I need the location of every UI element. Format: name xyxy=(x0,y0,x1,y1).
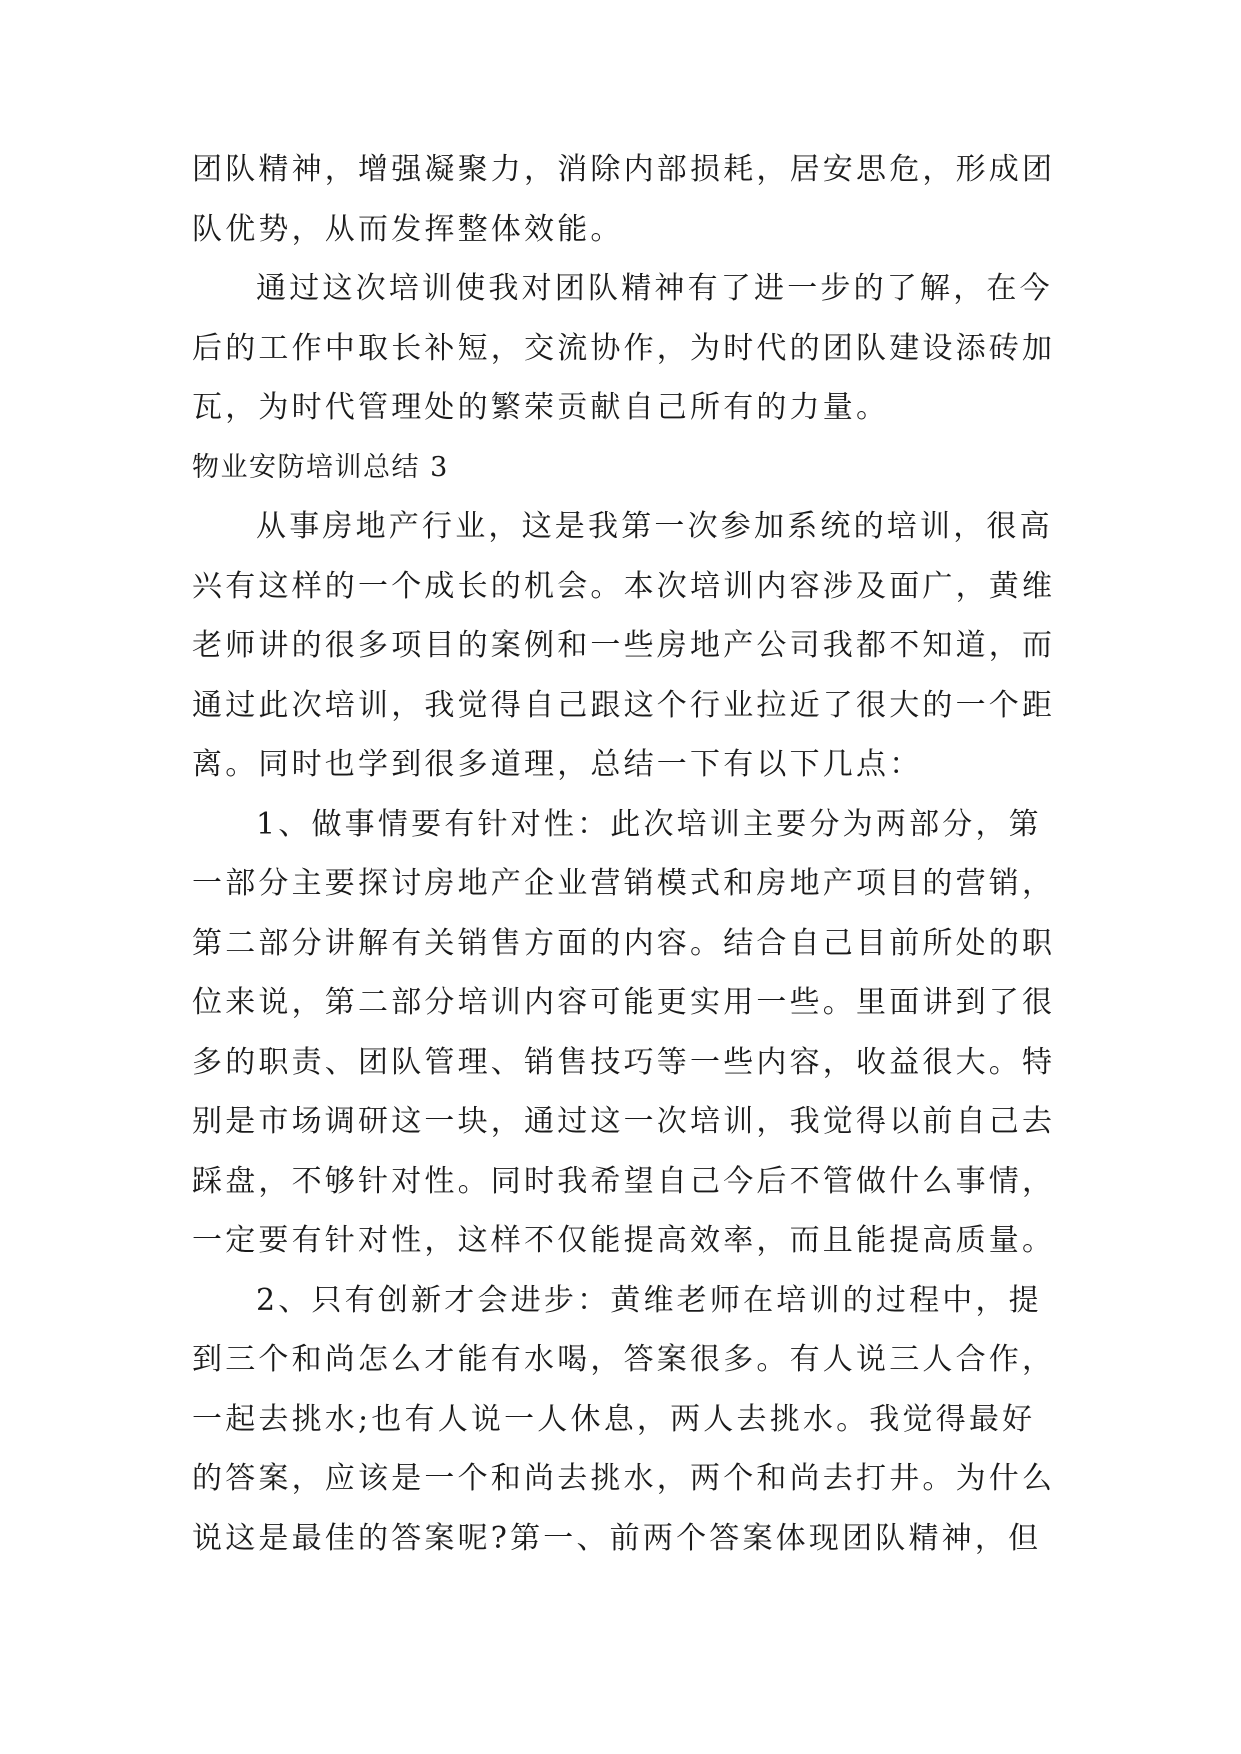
paragraph-line: 后的工作中取长补短，交流协作，为时代的团队建设添砖加 xyxy=(192,330,1056,366)
paragraph-line: 一起去挑水;也有人说一人休息，两人去挑水。我觉得最好 xyxy=(192,1401,1036,1437)
paragraph-line: 团队精神，增强凝聚力，消除内部损耗，居安思危，形成团 xyxy=(192,152,1056,187)
paragraph-line: 通过此次培训，我觉得自己跟这个行业拉近了很大的一个距 xyxy=(192,687,1056,723)
paragraph-line: 队优势，从而发挥整体效能。 xyxy=(192,211,624,247)
paragraph-line: 多的职责、团队管理、销售技巧等一些内容，收益很大。特 xyxy=(192,1044,1056,1080)
paragraph-line: 第二部分讲解有关销售方面的内容。结合自己目前所处的职 xyxy=(192,925,1056,961)
paragraph-line: 一部分主要探讨房地产企业营销模式和房地产项目的营销， xyxy=(192,866,1056,901)
paragraph-line: 瓦，为时代管理处的繁荣贡献自己所有的力量。 xyxy=(192,390,890,425)
paragraph-line: 说这是最佳的答案呢?第一、前两个答案体现团队精神，但 xyxy=(192,1520,1042,1556)
document-body xyxy=(192,140,1056,1568)
paragraph-line: 到三个和尚怎么才能有水喝，答案很多。有人说三人合作， xyxy=(192,1342,1056,1377)
paragraph-line: 兴有这样的一个成长的机会。本次培训内容涉及面广，黄维 xyxy=(192,568,1056,604)
paragraph-line: 别是市场调研这一块，通过这一次培训，我觉得以前自己去 xyxy=(192,1104,1056,1139)
paragraph-line: 位来说，第二部分培训内容可能更实用一些。里面讲到了很 xyxy=(192,985,1056,1020)
paragraph-line: 从事房地产行业，这是我第一次参加系统的培训，很高 xyxy=(256,509,1053,544)
paragraph-line: 2、只有创新才会进步：黄维老师在培训的过程中，提 xyxy=(256,1282,1042,1318)
paragraph-line: 1、做事情要有针对性：此次培训主要分为两部分，第 xyxy=(256,806,1042,842)
paragraph-line: 离。同时也学到很多道理，总结一下有以下几点： xyxy=(192,747,923,782)
paragraph-line: 老师讲的很多项目的案例和一些房地产公司我都不知道，而 xyxy=(192,628,1056,663)
paragraph-line: 的答案，应该是一个和尚去挑水，两个和尚去打井。为什么 xyxy=(192,1461,1056,1496)
section-heading: 物业安防培训总结 3 xyxy=(192,451,449,483)
paragraph-line: 一定要有针对性，这样不仅能提高效率，而且能提高质量。 xyxy=(192,1223,1056,1258)
paragraph-line: 踩盘，不够针对性。同时我希望自己今后不管做什么事情， xyxy=(192,1163,1056,1199)
paragraph-line: 通过这次培训使我对团队精神有了进一步的了解，在今 xyxy=(256,271,1053,306)
